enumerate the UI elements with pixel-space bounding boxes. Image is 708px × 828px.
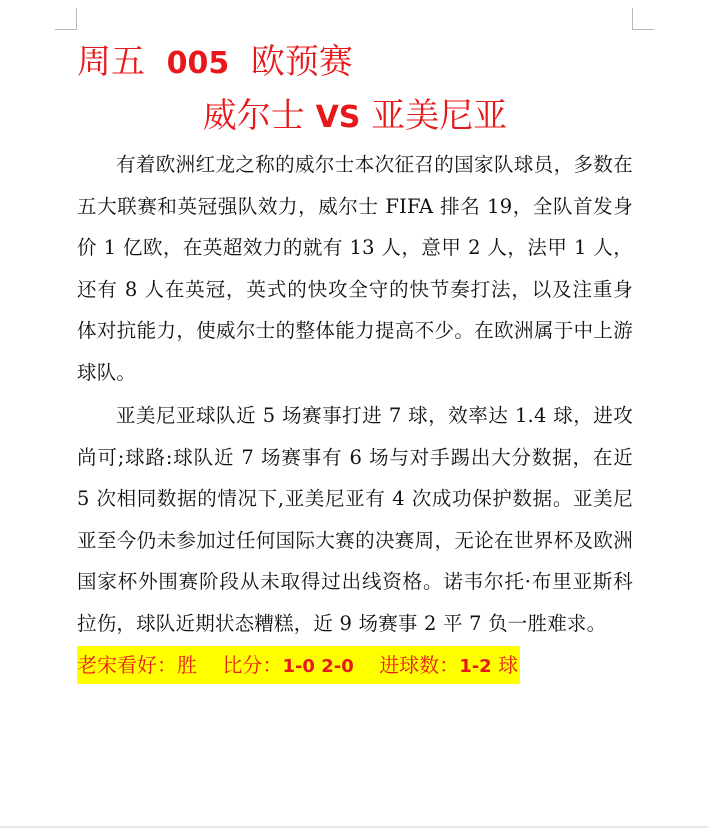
match-title (77, 90, 633, 142)
score-value: 1-0 2-0 (282, 656, 354, 677)
prediction-label: 老宋看好：胜 (77, 653, 197, 677)
away-team: 亚美尼亚 (371, 96, 508, 136)
paragraph-armenia: 亚美尼亚球队近 5 场赛事打进 7 球，效率达 1.4 球，进攻尚可;球路:球队近 7 场赛事有 6 场与对手踢出大分数据，在近 5 次相同数据的情况下,亚美尼亚有 4 次成功保护数据。亚美尼亚至今仍未参加过任何国际大赛的决赛周，无论在世界杯及欧洲国家杯外围赛阶段从未取得过出线资格。诺韦尔托·布里亚斯科拉伤，球队近期状态糟糕，近 9 场赛事 2 平 7 负一胜难求。 (77, 404, 633, 635)
crop-mark-top-left (55, 8, 77, 30)
title-prefix: 周五 (77, 42, 145, 82)
paragraph-wales: 有着欧洲红龙之称的威尔士本次征召的国家队球员，多数在五大联赛和英冠强队效力，威尔士 FIFA 排名 19，全队首发身价 1 亿欧，在英超效力的就有 13 人，意甲 2 人，法甲 1 人，还有 8 人在英冠，英式的快攻全守的快节奏打法，以及注重身体对抗能力，使威尔士的整体能力提高不少。在欧洲属于中上游球队。 (77, 153, 633, 384)
title-number: 005 (166, 46, 230, 81)
versus-label: VS (315, 100, 361, 135)
prediction-line (77, 646, 520, 684)
goals-label: 进球数： (379, 653, 460, 677)
page-title (77, 38, 633, 86)
crop-mark-top-right (632, 8, 654, 30)
score-label: 比分： (222, 653, 283, 677)
home-team: 威尔士 (202, 96, 305, 136)
goals-suffix: 球 (498, 653, 519, 677)
goals-value: 1-2 (459, 656, 492, 677)
document-content (77, 38, 633, 684)
title-league: 欧预赛 (250, 42, 353, 82)
